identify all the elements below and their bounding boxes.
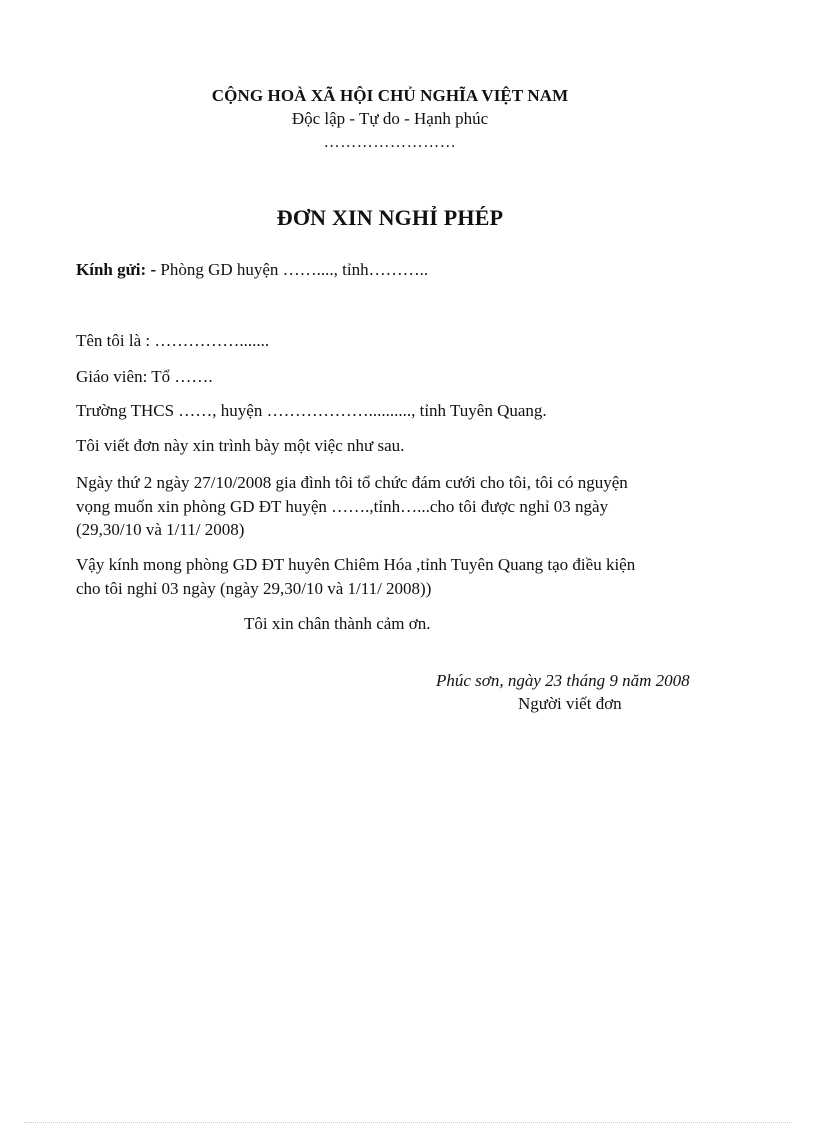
name-line: Tên tôi là : ……………....... [76,331,270,350]
national-motto: Độc lập - Tự do - Hạnh phúc [291,109,489,128]
document-title: ĐƠN XIN NGHỈ PHÉP [276,205,504,230]
body-paragraph-1-line-3: (29,30/10 và 1/11/ 2008) [76,520,245,539]
body-paragraph-1-line-2: vọng muốn xin phòng GD ĐT huyện …….,tỉnh…...cho tôi được nghỉ 03 ngày [76,497,609,516]
intro-line: Tôi viết đơn này xin trình bày một việc như sau. [76,436,405,455]
recipient-label: Kính gửi [76,260,141,279]
body-paragraph-1-line-1: Ngày thứ 2 ngày 27/10/2008 gia đình tôi tổ chức đám cưới cho tôi, tôi có nguyện [76,473,628,492]
recipient-value: Phòng GD huyện ……...., tỉnh……….. [156,260,429,279]
header-separator: …………………… [323,134,457,151]
body-paragraph-2-line-2: cho tôi nghỉ 03 ngày (ngày 29,30/10 và 1/11/ 2008)) [76,579,432,598]
recipient-line [76,260,428,280]
national-title: CỘNG HOÀ XÃ HỘI CHỦ NGHĨA VIỆT NAM [211,86,569,105]
signer-label: Người viết đơn [518,694,622,713]
place-date: Phúc sơn, ngày 23 tháng 9 năm 2008 [436,671,690,690]
thanks-line: Tôi xin chân thành cảm ơn. [244,614,431,633]
recipient-separator: : - [140,260,157,279]
body-paragraph-2-line-1: Vậy kính mong phòng GD ĐT huyên Chiêm Hóa ,tỉnh Tuyên Quang tạo điều kiện [76,555,636,574]
teacher-line: Giáo viên: Tổ ……. [76,367,213,386]
school-line: Trường THCS ……, huyện ……………….........., tỉnh Tuyên Quang. [76,401,547,420]
